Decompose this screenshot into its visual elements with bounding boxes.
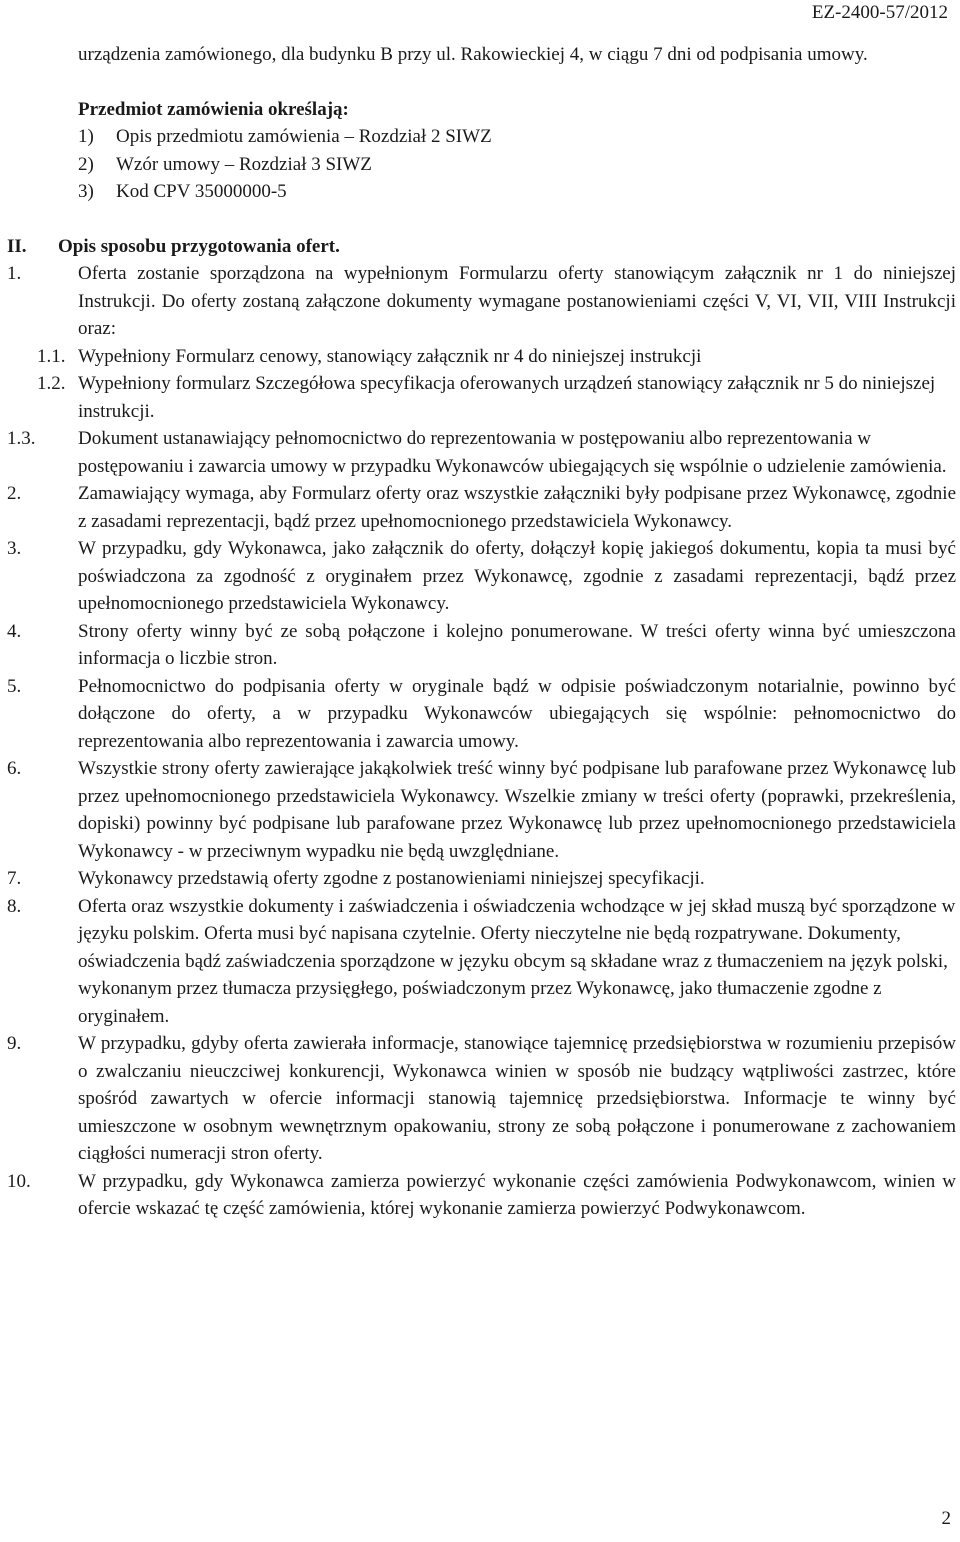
list-item-text: Strony oferty winny być ze sobą połączone i kolejno ponumerowane. W treści oferty winna być umieszczona informacja o liczbie stron. <box>78 620 956 669</box>
page-number: 2 <box>941 1508 951 1529</box>
sub-list-item <box>0 343 960 371</box>
subject-item-number: 3) <box>78 181 94 202</box>
list-item-text: Zamawiający wymaga, aby Formularz oferty oraz wszystkie załączniki były podpisane przez Wykonawcę, zgodnie z zasadami reprezentacji, bądź przez upełnomocnionego przedstawiciela Wykonawcy. <box>78 483 956 532</box>
list-item <box>0 893 960 1031</box>
list-item-number: 4. <box>7 620 22 642</box>
subject-item <box>0 151 960 179</box>
sub-list-item-number: 1.1. <box>37 345 66 367</box>
list-item-text: W przypadku, gdyby oferta zawierała informacje, stanowiące tajemnicę przedsiębiorstwa w rozumieniu przepisów o zwalczaniu nieuczciwej konkurencji, Wykonawca winien w sposób nie budzący wątpliwości zastrzec, które spośród zawartych w ofercie informacji stanowią tajemnicę przedsiębiorstwa. Informacje te winny być umieszczone w osobnym wewnętrznym opakowaniu, strony ze sobą połączone i ponumerowane z zachowaniem ciągłości numeracji stron oferty. <box>78 1033 956 1164</box>
section-number: II. <box>7 235 27 257</box>
list-item-text: W przypadku, gdy Wykonawca zamierza powierzyć wykonanie części zamówienia Podwykonawcom, winien w ofercie wskazać tę część zamówienia, której wykonanie zamierza powierzyć Podwykonawcom. <box>78 1170 956 1219</box>
list-item <box>0 865 960 893</box>
intro-paragraph: urządzenia zamówionego, dla budynku B przy ul. Rakowieckiej 4, w ciągu 7 dni od podpisania umowy. <box>78 44 868 65</box>
list-item <box>0 535 960 618</box>
list-item <box>0 618 960 673</box>
sub-list-item-text: Wypełniony Formularz cenowy, stanowiący załącznik nr 4 do niniejszej instrukcji <box>78 345 702 367</box>
document-body <box>0 41 960 1223</box>
sub-list-item-number: 1.3. <box>7 428 36 449</box>
subject-item-text: Kod CPV 35000000-5 <box>116 181 287 202</box>
section-title: Opis sposobu przygotowania ofert. <box>58 235 340 257</box>
sub-list-item-text: Dokument ustanawiający pełnomocnictwo do reprezentowania w postępowaniu albo reprezentowania w postępowaniu i zawarcia umowy w przypadku Wykonawców ubiegających się wspólnie o udzielenie zamówienia. <box>78 428 947 477</box>
sub-list-item <box>0 370 960 425</box>
list-item-text: Oferta oraz wszystkie dokumenty i zaświadczenia i oświadczenia wchodzące w jej skład muszą być sporządzone w języku polskim. Oferta musi być napisana czytelnie. Oferty nieczytelne nie będą rozpatrywane. Dokumenty, oświadczenia bądź zaświadczenia sporządzone w języku obcym są składane wraz z tłumaczeniem na język polski, wykonanym przez tłumacza przysięgłego, poświadczonym przez Wykonawcę, jako tłumaczenie zgodne z oryginałem. <box>78 895 956 1027</box>
subject-heading: Przedmiot zamówienia określają: <box>78 98 349 120</box>
list-item <box>0 1168 960 1223</box>
sub-list-item-number: 1.2. <box>37 373 66 394</box>
list-item-text: Wykonawcy przedstawią oferty zgodne z postanowieniami niniejszej specyfikacji. <box>78 868 705 889</box>
subject-item <box>0 123 960 151</box>
list-item-number: 2. <box>7 483 22 504</box>
subject-item-text: Wzór umowy – Rozdział 3 SIWZ <box>116 153 372 175</box>
list-item-number: 10. <box>7 1170 31 1192</box>
section-heading <box>0 233 960 261</box>
subject-list <box>0 123 960 206</box>
list-item-number: 8. <box>7 895 22 917</box>
list-item <box>0 673 960 756</box>
list-item-number: 1. <box>7 263 22 284</box>
subject-item-text: Opis przedmiotu zamówienia – Rozdział 2 SIWZ <box>116 126 492 147</box>
list-item <box>0 755 960 865</box>
document-id: EZ-2400-57/2012 <box>811 2 948 23</box>
list-item-text: Pełnomocnictwo do podpisania oferty w oryginale bądź w odpisie poświadczonym notarialnie, powinno być dołączone do oferty, a w przypadku Wykonawców ubiegających się wspólnie: pełnomocnictwo do reprezentowania albo reprezentowania i zawarcia umowy. <box>78 675 956 752</box>
list-item <box>0 480 960 535</box>
sub-list-item <box>0 425 960 480</box>
subject-item-number: 1) <box>78 126 94 147</box>
list-item-text: Wszystkie strony oferty zawierające jakąkolwiek treść winny być podpisane lub parafowane przez Wykonawcę lub przez upełnomocnionego przedstawiciela Wykonawcy. Wszelkie zmiany w treści oferty (poprawki, przekreślenia, dopiski) powinny być podpisane lub parafowane przez Wykonawcę lub przez upełnomocnionego przedstawiciela Wykonawcy - w przeciwnym wypadku nie będą uwzględniane. <box>78 758 956 862</box>
list-item <box>0 260 960 343</box>
list-item-text: Oferta zostanie sporządzona na wypełnionym Formularzu oferty stanowiącym załącznik nr 1 do niniejszej Instrukcji. Do oferty zostaną załączone dokumenty wymagane postanowieniami części V, VI, VII, VIII Instrukcji oraz: <box>78 263 956 339</box>
list-item-number: 7. <box>7 868 22 889</box>
subject-item-number: 2) <box>78 153 94 175</box>
list-item-number: 9. <box>7 1033 22 1054</box>
list-item-number: 5. <box>7 675 22 697</box>
sub-list-item-text: Wypełniony formularz Szczegółowa specyfikacja oferowanych urządzeń stanowiący załącznik nr 5 do niniejszej instrukcji. <box>78 373 936 422</box>
list-item-number: 6. <box>7 758 22 779</box>
list-item-text: W przypadku, gdy Wykonawca, jako załącznik do oferty, dołączył kopię jakiegoś dokumentu, kopia ta musi być poświadczona za zgodność z oryginałem przez Wykonawcę, zgodnie z zasadami reprezentacji, bądź przez upełnomocnionego przedstawiciela Wykonawcy. <box>78 538 956 614</box>
list-item <box>0 1030 960 1168</box>
subject-item <box>0 178 960 206</box>
list-item-number: 3. <box>7 538 22 559</box>
